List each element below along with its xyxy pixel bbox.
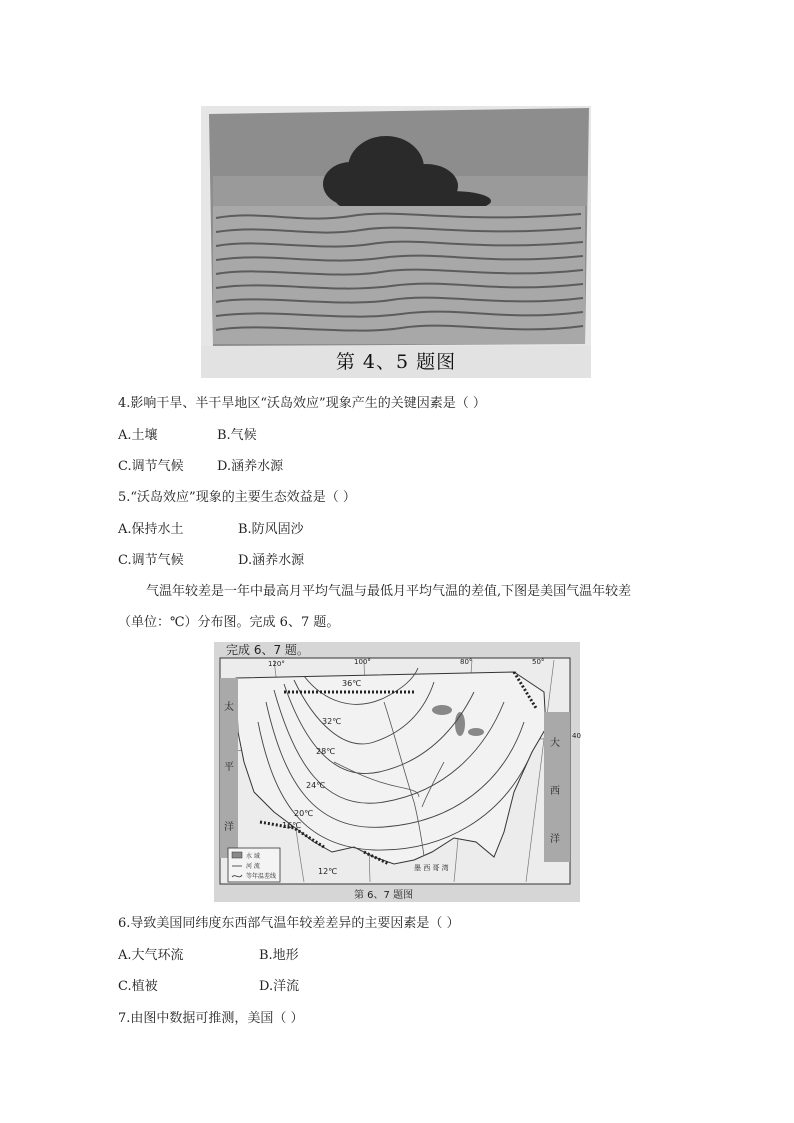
lat-40: 40: [572, 732, 581, 740]
q4-option-c: C.调节气候: [118, 459, 184, 474]
lon-120: 120°: [268, 660, 285, 668]
q6-option-d: D.洋流: [259, 979, 300, 994]
legend-water: 水 域: [246, 853, 260, 860]
lon-80: 80°: [460, 658, 473, 666]
q6-option-a: A.大气环流: [118, 948, 184, 963]
question-4-stem: 4.影响干旱、半干旱地区“沃岛效应”现象产生的关键因素是（ ）: [118, 396, 486, 411]
pacific-label-2: 平: [224, 762, 234, 773]
intro-line-2: （单位：℃）分布图。完成 6、7 题。: [118, 615, 340, 630]
us-temperature-range-map: [214, 642, 580, 902]
map-legend: [228, 848, 280, 882]
q5-option-a: A.保持水土: [118, 522, 184, 537]
q4-option-b: B.气候: [217, 428, 257, 443]
q4-option-d: D.涵养水源: [217, 459, 284, 474]
q6-option-b: B.地形: [259, 948, 299, 963]
legend-river: 河 流: [246, 863, 260, 870]
q6-option-c: C.植被: [118, 979, 158, 994]
isoline-32: 32℃: [322, 717, 342, 726]
q5-option-c: C.调节气候: [118, 553, 184, 568]
intro-line-1: 气温年较差是一年中最高月平均气温与最低月平均气温的差值,下图是美国气温年较差: [146, 584, 632, 599]
photo-illustration: [201, 106, 591, 378]
atlantic-label-1: 大: [550, 738, 560, 749]
isoline-36: 36℃: [342, 679, 362, 688]
isoline-24: 24℃: [306, 781, 326, 790]
question-6-stem: 6.导致美国同纬度东西部气温年较差差异的主要因素是（ ）: [118, 916, 460, 931]
atlantic-label-2: 西: [550, 786, 560, 797]
figure-2-caption: 第 6、7 题图: [354, 890, 414, 901]
q4-option-a: A.土壤: [118, 428, 158, 443]
lon-50: 50°: [532, 658, 545, 666]
legend-isoline: 等年温差线: [246, 873, 277, 880]
map-top-text: 完成 6、7 题。: [226, 643, 309, 657]
isoline-20: 20℃: [294, 809, 314, 818]
gulf-label: 墨 西 哥 湾: [414, 864, 449, 872]
q5-option-d: D.涵养水源: [238, 553, 305, 568]
desert-shrub-photo: [201, 106, 591, 378]
isoline-28: 28℃: [316, 747, 336, 756]
atlantic-label-3: 洋: [550, 834, 560, 845]
figure-caption: 第 4、5 题图: [335, 351, 457, 373]
pacific-label-1: 太: [224, 702, 234, 713]
lon-100: 100°: [354, 658, 371, 666]
map-illustration: [214, 642, 580, 902]
question-5-stem: 5.“沃岛效应”现象的主要生态效益是（ ）: [118, 490, 356, 505]
question-7-stem: 7.由图中数据可推测，美国（ ）: [118, 1011, 304, 1026]
pacific-label-3: 洋: [224, 822, 234, 833]
q5-option-b: B.防风固沙: [238, 522, 304, 537]
isoline-16: 16℃: [282, 821, 302, 830]
isoline-12: 12℃: [318, 867, 338, 876]
